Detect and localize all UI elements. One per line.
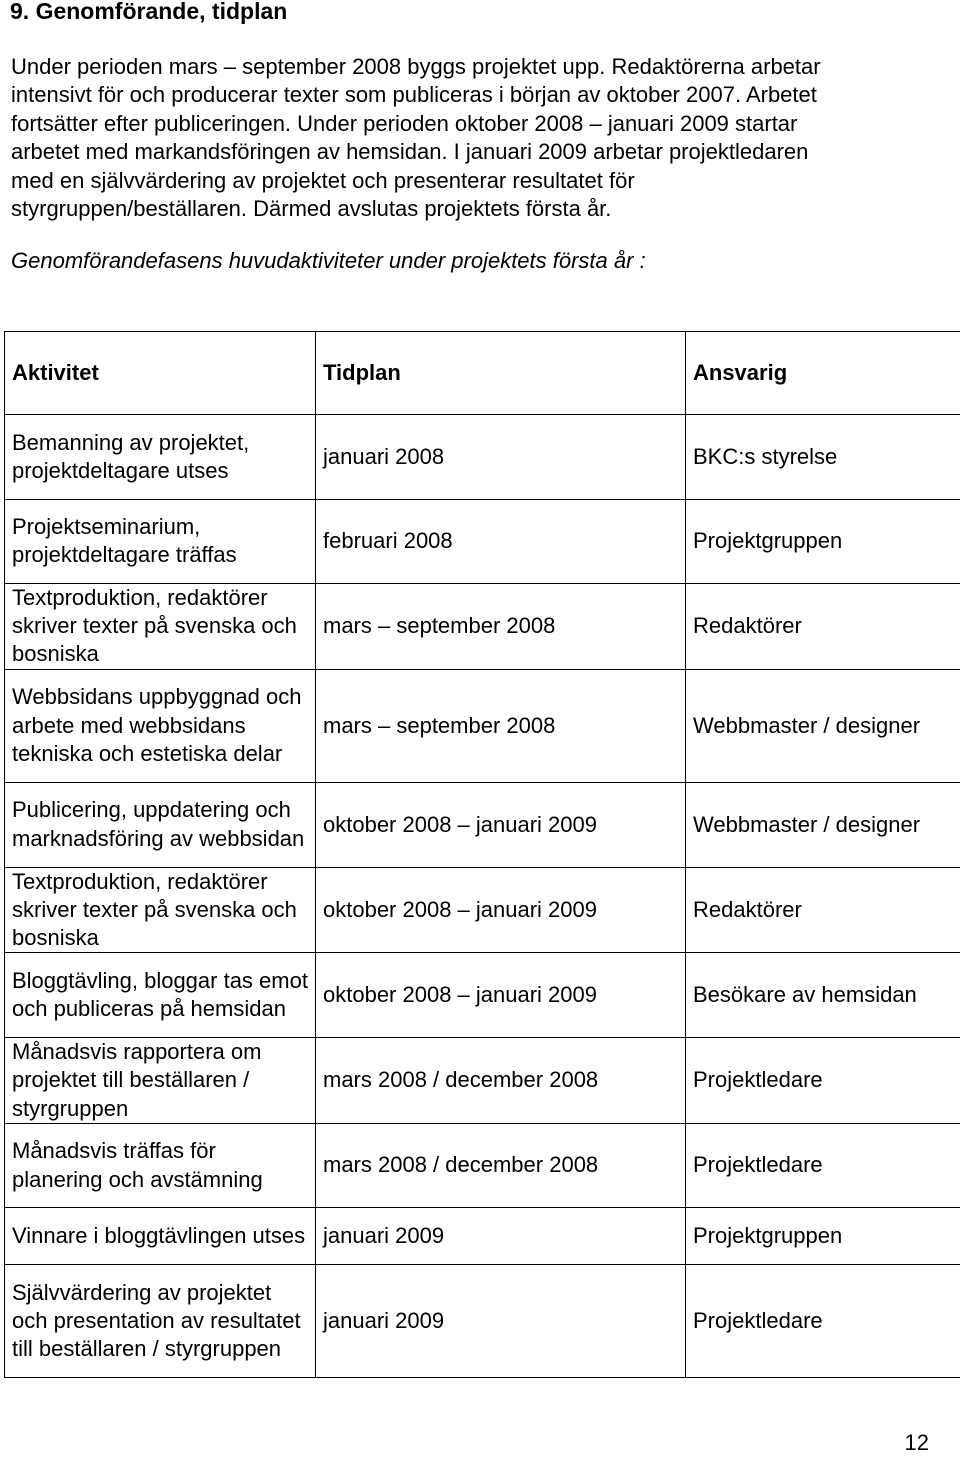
activity-cell: Bloggtävling, bloggar tas emot och publiceras på hemsidan [5, 953, 316, 1038]
column-header-schedule: Tidplan [316, 332, 686, 415]
activity-cell: Bemanning av projektet, projektdeltagare utses [5, 415, 316, 500]
activity-cell: Textproduktion, redaktörer skriver texter på svenska och bosniska [5, 584, 316, 670]
responsible-cell: Webbmaster / designer [686, 669, 960, 782]
table-row [5, 584, 960, 670]
responsible-cell: Projektledare [686, 1265, 960, 1378]
responsible-cell: Redaktörer [686, 867, 960, 953]
schedule-cell: mars – september 2008 [316, 584, 686, 670]
activity-cell: Vinnare i bloggtävlingen utses [5, 1208, 316, 1265]
table-row [5, 669, 960, 782]
section-heading: 9. Genomförande, tidplan [10, 0, 287, 26]
schedule-cell: mars 2008 / december 2008 [316, 1038, 686, 1124]
responsible-cell: Projektgruppen [686, 499, 960, 584]
table-row [5, 867, 960, 953]
responsible-cell: Besökare av hemsidan [686, 953, 960, 1038]
table-row [5, 782, 960, 867]
activity-cell: Självvärdering av projektet och presentation av resultatet till beställaren / styrgruppen [5, 1265, 316, 1378]
activity-cell: Projektseminarium, projektdeltagare träffas [5, 499, 316, 584]
page-number: 12 [905, 1429, 929, 1457]
schedule-cell: mars 2008 / december 2008 [316, 1123, 686, 1208]
schedule-cell: mars – september 2008 [316, 669, 686, 782]
table-row [5, 415, 960, 500]
column-header-responsible: Ansvarig [686, 332, 960, 415]
responsible-cell: Projektledare [686, 1038, 960, 1124]
intro-line: styrgruppen/beställaren. Därmed avslutas projektets första år. [11, 196, 611, 221]
activity-cell: Månadsvis träffas för planering och avstämning [5, 1123, 316, 1208]
responsible-cell: Webbmaster / designer [686, 782, 960, 867]
activity-cell: Webbsidans uppbyggnad och arbete med webbsidans tekniska och estetiska delar [5, 669, 316, 782]
schedule-cell: oktober 2008 – januari 2009 [316, 867, 686, 953]
intro-line: fortsätter efter publiceringen. Under perioden oktober 2008 – januari 2009 startar [11, 111, 797, 136]
responsible-cell: Projektledare [686, 1123, 960, 1208]
activity-cell: Månadsvis rapportera om projektet till beställaren / styrgruppen [5, 1038, 316, 1124]
schedule-cell: februari 2008 [316, 499, 686, 584]
responsible-cell: Redaktörer [686, 584, 960, 670]
schedule-cell: oktober 2008 – januari 2009 [316, 953, 686, 1038]
column-header-activity: Aktivitet [5, 332, 316, 415]
schedule-cell: oktober 2008 – januari 2009 [316, 782, 686, 867]
schedule-cell: januari 2009 [316, 1265, 686, 1378]
intro-paragraph [11, 53, 941, 223]
intro-line: arbetet med markandsföringen av hemsidan. I januari 2009 arbetar projektledaren [11, 139, 808, 164]
schedule-cell: januari 2009 [316, 1208, 686, 1265]
intro-line: Under perioden mars – september 2008 byggs projektet upp. Redaktörerna arbetar [11, 54, 821, 79]
table-row [5, 499, 960, 584]
table-header-row [5, 332, 960, 415]
table-row [5, 1038, 960, 1124]
activity-cell: Publicering, uppdatering och marknadsföring av webbsidan [5, 782, 316, 867]
table-row [5, 1123, 960, 1208]
responsible-cell: Projektgruppen [686, 1208, 960, 1265]
intro-line: intensivt för och producerar texter som publiceras i början av oktober 2007. Arbetet [11, 82, 817, 107]
intro-line: med en självvärdering av projektet och presenterar resultatet för [11, 168, 635, 193]
schedule-cell: januari 2008 [316, 415, 686, 500]
table-row [5, 953, 960, 1038]
activity-schedule-table [4, 331, 960, 1378]
table-row [5, 1265, 960, 1378]
table-lead-text: Genomförandefasens huvudaktiviteter under projektets första år : [11, 247, 646, 275]
activity-cell: Textproduktion, redaktörer skriver texter på svenska och bosniska [5, 867, 316, 953]
table-row [5, 1208, 960, 1265]
responsible-cell: BKC:s styrelse [686, 415, 960, 500]
